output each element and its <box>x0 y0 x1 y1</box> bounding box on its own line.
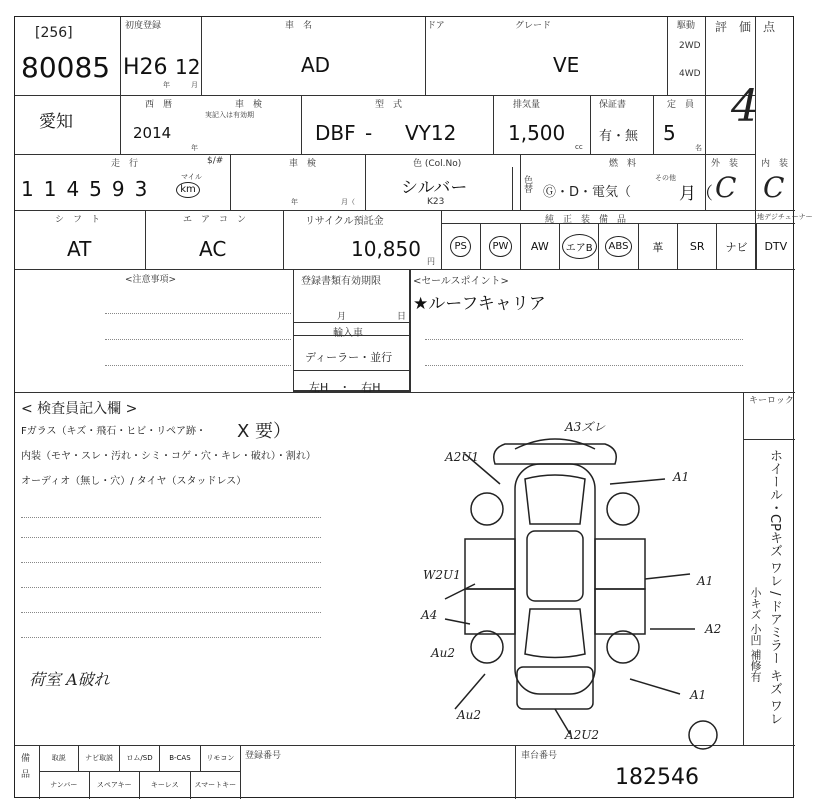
footer-items-top <box>39 745 240 771</box>
import-label: 輸入車 <box>333 328 363 339</box>
int-grade: C <box>763 171 785 204</box>
options-row <box>441 224 795 269</box>
reg-month: 12 <box>175 55 201 79</box>
wheel-fr <box>607 493 639 525</box>
mileage-unit-circle: km <box>176 182 200 198</box>
option-label-1: PW <box>489 236 513 257</box>
auction-sheet: [256] 80085 初度登録 H26 12 年 月 車 名 AD ドア グレード VE 駆動 2WD 4WD 評 価 点 4 愛知 西 暦 2014 年 車 検 実記入は有効期 型 式 DBF - VY12 排気量 1,500 cc 保証書 有・無 定 員 5 名 走 行 $/# 114593 マイル km 車 検 年 月（ 色 (Col.No) シルバー K23 色替 燃 料 Ⓖ・D・電気（ その他 月（ 外 装 C 内 装 C シ フ ト AT エ ア コ ン AC リサイクル預託金 10,850 円 純 正 装 備 品 地デジチューナー PS PW AW エアB ABS 革 SR ナビ DTV <注意事項> 登録書類有効期限 月 日 輸入車 ディーラー・並行 左H ・ 右H <セールスポイント> ★ルーフキャリア < 検査員記入欄 > Fガラス（キズ・飛石・ヒビ・リペア跡・ X 要） 内装（モヤ・スレ・汚れ・シミ・コゲ・穴・キレ・破れ）・割れ） オーディオ（無し・穴）/ タイヤ（スタッドレス） 荷室 A破れ キーロック ホイール・CPキズ ワレ / ドアミラー キズ ワレ 小キズ 小凹 補修有 A3ズレ A2U1 A1 W2U1 A1 A4 A2 Au2 A1 Au2 A2U2 備 品 取説 ナビ取説 ロム/SD B-CAS リモコン ナンバー スペアキー キーレス スマートキー 登録番号 車台番号 182546 <box>14 16 794 798</box>
color-code: K23 <box>427 197 445 207</box>
color-change-label: 色替 <box>522 175 532 193</box>
footer-item: スペアキー <box>89 771 140 799</box>
warranty-value: 有・無 <box>599 129 639 144</box>
reg-label: 初度登録 <box>125 21 162 31</box>
seats-value: 5 <box>663 121 676 145</box>
fuel-label: 燃 料 <box>609 159 637 169</box>
inspector-line3: オーディオ（無し・穴）/ タイヤ（スタッドレス） <box>21 476 247 487</box>
ext-label: 外 装 <box>711 159 739 169</box>
option-2 <box>520 224 559 269</box>
option-8 <box>756 224 795 269</box>
side-text: ホイール・CPキズ ワレ / ドアミラー キズ ワレ <box>767 449 782 725</box>
footer-item: リモコン <box>200 745 240 771</box>
name-label: 車 名 <box>285 21 313 31</box>
color-label: 色 (Col.No) <box>413 159 462 169</box>
option-label-0: PS <box>450 236 470 257</box>
shift-label: シ フ ト <box>55 215 101 225</box>
option-4 <box>598 224 637 269</box>
footer-items-bottom <box>39 771 240 799</box>
int-label: 内 装 <box>761 159 789 169</box>
inspector-title: < 検査員記入欄 > <box>21 401 138 417</box>
inspector-line2: 内装（モヤ・スレ・汚れ・シミ・コゲ・穴・キレ・破れ）・割れ） <box>21 451 316 462</box>
rear-bumper <box>517 667 593 709</box>
option-0 <box>441 224 480 269</box>
drive-label: 駆動 <box>677 21 696 31</box>
chassis-label: 車台番号 <box>521 751 558 761</box>
mark-9: Au2 <box>457 708 482 722</box>
mark-1: A2U1 <box>445 450 480 464</box>
option-label-7: ナビ <box>725 240 748 254</box>
mileage-value: 114593 <box>21 177 158 201</box>
sales-label: <セールスポイント> <box>413 276 509 287</box>
option-3 <box>559 224 598 269</box>
option-7 <box>716 224 755 269</box>
door-rr <box>595 589 645 634</box>
mark-3: W2U1 <box>423 568 461 582</box>
mark-2: A1 <box>673 470 690 484</box>
mark-7: Au2 <box>431 646 456 660</box>
door-fl <box>465 539 515 589</box>
cc-value: 1,500 <box>508 121 566 145</box>
drive-4wd: 4WD <box>679 69 701 79</box>
color-value: シルバー <box>401 178 468 198</box>
options-label: 純 正 装 備 品 <box>545 215 627 225</box>
score-label: 評 価 点 <box>715 20 776 34</box>
rear-window <box>525 609 585 658</box>
recycle-label: リサイクル預託金 <box>305 216 384 227</box>
ext-grade: C <box>715 171 737 204</box>
cc-label: 排気量 <box>513 100 541 110</box>
sales-point: ★ルーフキャリア <box>413 294 546 314</box>
inspector-line1: Fガラス（キズ・飛石・ヒビ・リペア跡・ <box>21 426 207 437</box>
chassis-number: 182546 <box>615 765 699 790</box>
caution-label: <注意事項> <box>125 275 177 285</box>
car-name: AD <box>301 53 331 77</box>
recycle-value: 10,850 <box>351 237 421 261</box>
mark-10: A2U2 <box>565 728 600 742</box>
model-label: 型 式 <box>375 100 403 110</box>
option-label-8: DTV <box>764 240 788 253</box>
inspector-glass-mark: X 要） <box>237 421 292 442</box>
option-label-3: エアB <box>562 234 597 259</box>
year-value: 2014 <box>133 124 172 142</box>
ac-value: AC <box>199 237 227 261</box>
vehicle-label: 車 検 <box>289 159 317 169</box>
reg-doc-label: 登録書類有効期限 <box>301 276 381 287</box>
year-label: 西 暦 <box>145 100 173 110</box>
footer-item: ナンバー <box>50 781 78 789</box>
footer-item: ロム/SD <box>119 745 159 771</box>
front-bumper <box>494 444 617 464</box>
mark-4: A1 <box>697 574 714 588</box>
footer-item: スマートキー <box>190 771 241 799</box>
handle-side: 左H ・ 右H <box>309 381 381 394</box>
option-label-6: SR <box>689 240 705 253</box>
grade-label: グレード <box>515 21 552 31</box>
seats-label: 定 員 <box>667 100 695 110</box>
reg-no-label: 登録番号 <box>245 751 282 761</box>
roof <box>527 531 583 601</box>
handwritten-note: 荷室 A破れ <box>29 670 110 689</box>
windshield <box>525 475 585 524</box>
model-code: VY12 <box>405 121 457 145</box>
footer-item: キーレス <box>139 771 190 799</box>
option-label-5: 革 <box>652 240 664 254</box>
reg-era: H26 <box>123 55 168 80</box>
warranty-label: 保証書 <box>599 100 627 110</box>
lot-number: 80085 <box>21 51 111 84</box>
grade: VE <box>553 53 580 77</box>
shift-value: AT <box>67 237 92 261</box>
mileage-label: 走 行 <box>111 159 139 169</box>
prefecture: 愛知 <box>39 112 73 132</box>
option-6 <box>677 224 716 269</box>
option-1 <box>480 224 519 269</box>
footer-item: ナビ取説 <box>78 745 118 771</box>
mark-0: A3ズレ <box>565 420 606 434</box>
inspect-label: 車 検 <box>235 100 263 110</box>
footer-col1: 備 品 <box>21 754 31 780</box>
lot-label: [256] <box>35 25 73 41</box>
car-damage-diagram <box>405 409 722 742</box>
mark-5: A4 <box>421 608 438 622</box>
score-value: 4 <box>731 81 759 132</box>
mark-8: A1 <box>690 688 707 702</box>
mark-6: A2 <box>705 622 722 636</box>
door-fr <box>595 539 645 589</box>
ac-label: エ ア コ ン <box>183 215 247 225</box>
fuel-value: Ⓖ・D・電気（ <box>543 185 632 200</box>
door-rl <box>465 589 515 634</box>
keyless-label: キーロック <box>749 396 794 406</box>
footer-item: 取説 <box>51 754 66 762</box>
wheel-rr <box>607 631 639 663</box>
side-small: 小キズ 小凹 補修有 <box>749 587 762 682</box>
wheel-rl <box>471 631 503 663</box>
option-5 <box>638 224 677 269</box>
footer-item: B-CAS <box>159 745 199 771</box>
option-label-2: AW <box>530 240 549 253</box>
door-label: ドア <box>427 21 445 31</box>
import-value: ディーラー・並行 <box>305 351 393 364</box>
drive-2wd: 2WD <box>679 41 701 51</box>
model-prefix: DBF <box>315 121 356 145</box>
wheel-fl <box>471 493 503 525</box>
option-label-4: ABS <box>605 236 633 257</box>
